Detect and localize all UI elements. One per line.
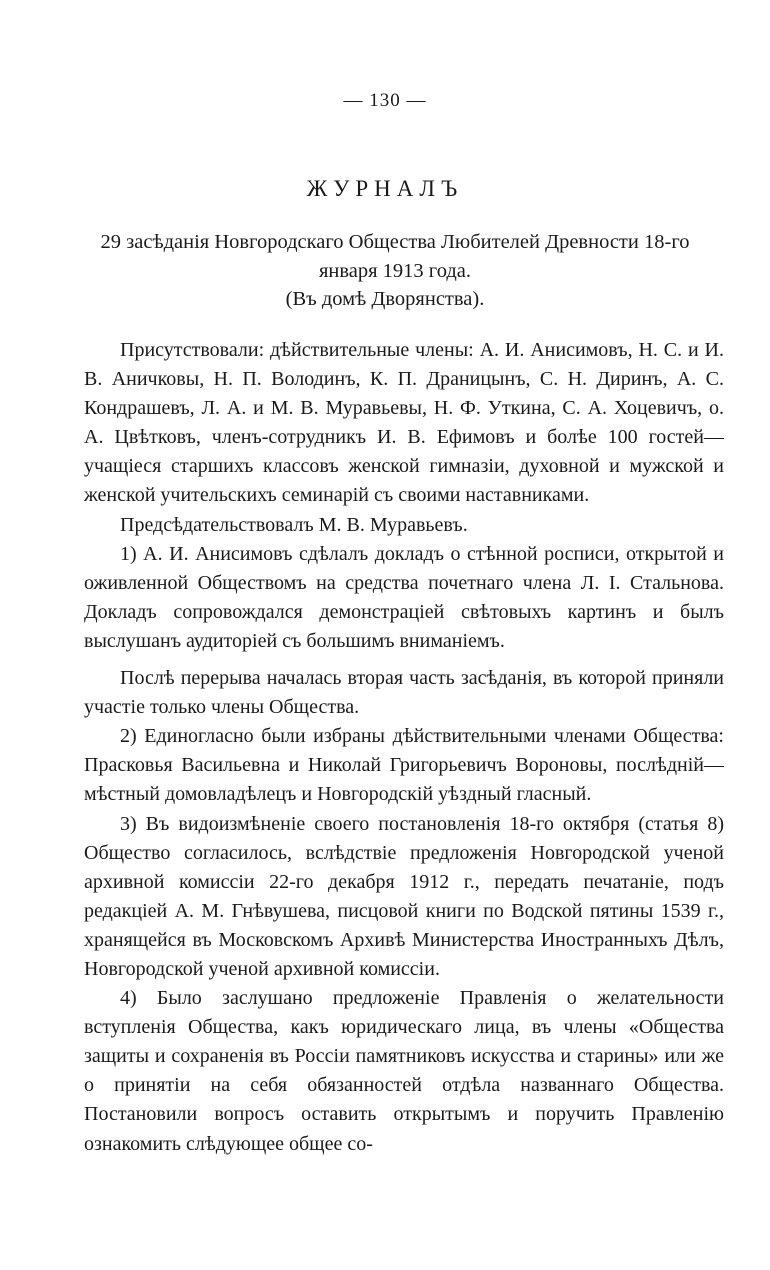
- journal-heading: ЖУРНАЛЪ: [306, 176, 464, 201]
- page-number: — 130 —: [343, 90, 427, 111]
- paragraph-second-part: Послѣ перерыва началась вторая часть засѣданія, въ которой приняли участіе только члены Общества.: [84, 667, 724, 719]
- paragraph-item-3: 3) Въ видоизмѣненіе своего постановленія 18-го октября (статья 8) Общество согласилось, вслѣдствіе предложенія Новгородской ученой архивной комиссіи 22-го декабря 1912 г., передать печатаніе, подъ редакціей А. М. Гнѣвушева, писцовой книги по Водской пятины 1539 г., хранящейся въ Московскомъ Архивѣ Министерства Иностранныхъ Дѣлъ, Новгородской ученой архивной комиссіи.: [84, 812, 724, 980]
- meeting-location: (Въ домѣ Дворянства).: [285, 288, 485, 310]
- paragraph-chair: Предсѣдательствовалъ М. В. Муравьевъ.: [120, 513, 468, 536]
- paragraph-item-4: 4) Было заслушано предложеніе Правленія о желательности вступленія Общества, какъ юридическаго лица, въ члены «Общества защиты и сохраненія въ Россіи памятниковъ искусства и старины» или же о принятіи на себя обязанностей отдѣла названнаго Общества. Постановили вопросъ оставить открытымъ и поручить Правленію ознакомить слѣдующее общее со-: [84, 987, 724, 1155]
- paragraph-item-2: 2) Единогласно были избраны дѣйствительными членами Общества: Прасковья Васильевна и Николай Григорьевичъ Вороновы, послѣдній—мѣстный домовладѣлецъ и Новгородскій уѣздный гласный.: [84, 725, 724, 806]
- paragraph-item-1: 1) А. И. Анисимовъ сдѣлалъ докладъ о стѣнной росписи, открытой и оживленной Обществомъ на средства почетнаго члена Л. І. Стальнова. Докладъ сопровождался демонстраціей свѣтовыхъ картинъ и былъ выслушанъ аудиторіей съ большимъ вниманіемъ.: [84, 542, 724, 652]
- meeting-subheading: 29 засѣданія Новгородскаго Общества Любителей Древности 18-го января 1913 года.: [100, 231, 690, 282]
- minutes-body: [84, 336, 724, 1159]
- paragraph-attendees: Присутствовали: дѣйствительные члены: А. И. Анисимовъ, Н. С. и И. В. Аничковы, Н. П. Володинъ, К. П. Драницынъ, С. Н. Диринъ, А. С. Кондрашевъ, Л. А. и М. В. Муравьевы, Н. Ф. Уткина, С. А. Хоцевичъ, о. А. Цвѣтковъ, членъ-сотрудникъ И. В. Ефимовъ и болѣе 100 гостей—учащіеся старшихъ классовъ женской гимназіи, духовной и мужской и женской учительскихъ семинарій съ своими наставниками.: [84, 339, 724, 507]
